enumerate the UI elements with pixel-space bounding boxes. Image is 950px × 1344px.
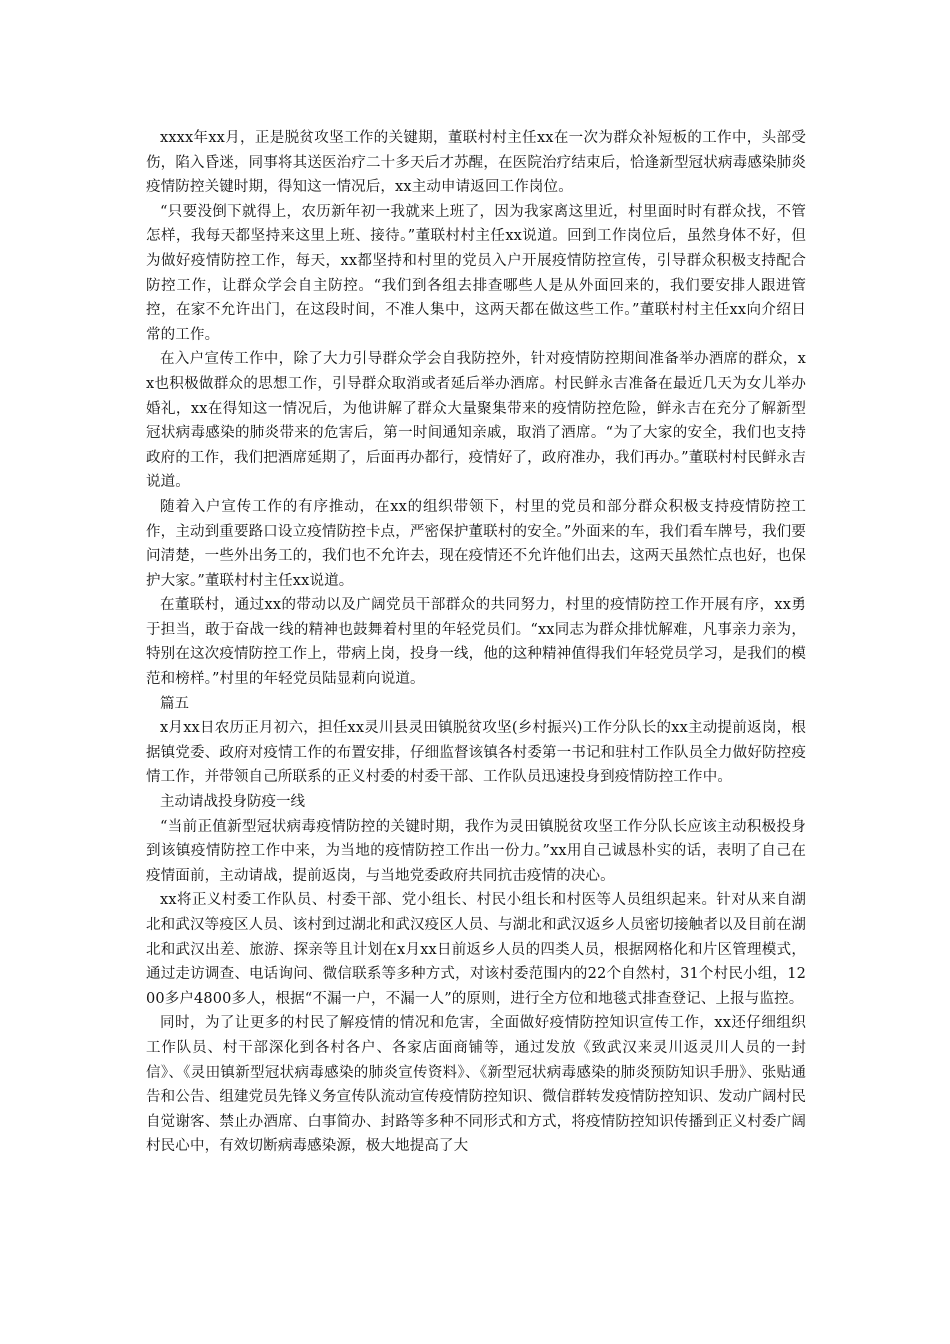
document-page: [146, 126, 806, 1159]
paragraph-7: “当前正值新型冠状病毒疫情防控的关键时期，我作为灵田镇脱贫攻坚工作分队长应该主动积极投身到该镇疫情防控工作中来，为当地的疫情防控工作出一份力。”xx用自己诚恳朴实的话，表明了自己在疫情面前，主动请战，提前返岗，与当地党委政府共同抗击疫情的决心。: [146, 818, 806, 884]
paragraph-3: 在入户宣传工作中，除了大力引导群众学会自我防控外，针对疫情防控期间准备举办酒席的群众，xx也积极做群众的思想工作，引导群众取消或者延后举办酒席。村民鲜永吉准备在最近几天为女儿举办婚礼，xx在得知这一情况后，为他讲解了群众大量聚集带来的疫情防控危险，鲜永吉在充分了解新型冠状病毒感染的肺炎带来的危害后，第一时间通知亲戚，取消了酒席。“为了大家的安全，我们也支持政府的工作，我们把酒席延期了，后面再办都行，疫情好了，政府准办，我们再办。”董联村村民鲜永吉说道。: [146, 351, 806, 491]
paragraph-2: “只要没倒下就得上，农历新年初一我就来上班了，因为我家离这里近，村里面时时有群众找，不管怎样，我每天都坚持来这里上班、接待。”董联村村主任xx说道。回到工作岗位后，虽然身体不好，但为做好疫情防控工作，每天，xx都坚持和村里的党员入户开展疫情防控宣传，引导群众积极支持配合防控工作，让群众学会自主防控。“我们到各组去排查哪些人是从外面回来的，我们要安排人跟进管控，在家不允许出门，在这段时间，不准人集中，这两天都在做这些工作。”董联村村主任xx向介绍日常的工作。: [146, 203, 806, 343]
paragraph-9: 同时，为了让更多的村民了解疫情的情况和危害，全面做好疫情防控知识宣传工作，xx还仔细组织工作队员、村干部深化到各村各户、各家店面商铺等，通过发放《致武汉来灵川返灵川人员的一封信》、《灵田镇新型冠状病毒感染的肺炎宣传资料》、《新型冠状病毒感染的肺炎预防知识手册》、张贴通告和公告、组建党员先锋义务宣传队流动宣传疫情防控知识、微信群转发疫情防控知识、发动广阔村民自觉谢客、禁止办酒席、白事简办、封路等多种不同形式和方式，将疫情防控知识传播到正义村委广阔村民心中，有效切断病毒感染源，极大地提高了大: [146, 1015, 806, 1155]
paragraph-1: xxxx年xx月，正是脱贫攻坚工作的关键期，董联村村主任xx在一次为群众补短板的工作中，头部受伤，陷入昏迷，同事将其送医治疗二十多天后才苏醒，在医院治疗结束后，恰逢新型冠状病毒感染肺炎疫情防控关键时期，得知这一情况后，xx主动申请返回工作岗位。: [146, 130, 806, 196]
section-title: 篇五: [160, 695, 189, 712]
paragraph-6: x月xx日农历正月初六，担任xx灵川县灵田镇脱贫攻坚(乡村振兴)工作分队长的xx主动提前返岗，根据镇党委、政府对疫情工作的布置安排，仔细监督该镇各村委第一书记和驻村工作队员全力做好防控疫情工作，并带领自己所联系的正义村委的村委干部、工作队员迅速投身到疫情防控工作中。: [146, 720, 806, 786]
paragraph-5: 在董联村，通过xx的带动以及广阔党员干部群众的共同努力，村里的疫情防控工作开展有序，xx勇于担当，敢于奋战一线的精神也鼓舞着村里的年轻党员们。“xx同志为群众排忧解难，凡事亲力亲为，特别在这次疫情防控工作上，带病上岗，投身一线，他的这种精神值得我们年轻党员学习，是我们的模范和榜样。”村里的年轻党员陆显莉向说道。: [146, 597, 806, 688]
paragraph-4: 随着入户宣传工作的有序推动，在xx的组织带领下，村里的党员和部分群众积极支持疫情防控工作，主动到重要路口设立疫情防控卡点，严密保护董联村的安全。”外面来的车，我们看车牌号，我们要问清楚，一些外出务工的，我们也不允许去，现在疫情还不允许他们出去，这两天虽然忙点也好，也保护大家。”董联村村主任xx说道。: [146, 498, 806, 589]
subheading: 主动请战投身防疫一线: [160, 794, 305, 811]
paragraph-8: xx将正义村委工作队员、村委干部、党小组长、村民小组长和村医等人员组织起来。针对从来自湖北和武汉等疫区人员、该村到过湖北和武汉疫区人员、与湖北和武汉返乡人员密切接触者以及目前在湖北和武汉出差、旅游、探亲等且计划在x月xx日前返乡人员的四类人员，根据网格化和片区管理模式，通过走访调查、电话询问、微信联系等多种方式，对该村委范围内的22个自然村，31个村民小组，1200多户4800多人，根据“不漏一户，不漏一人”的原则，进行全方位和地毯式排查登记、上报与监控。: [146, 892, 806, 1007]
